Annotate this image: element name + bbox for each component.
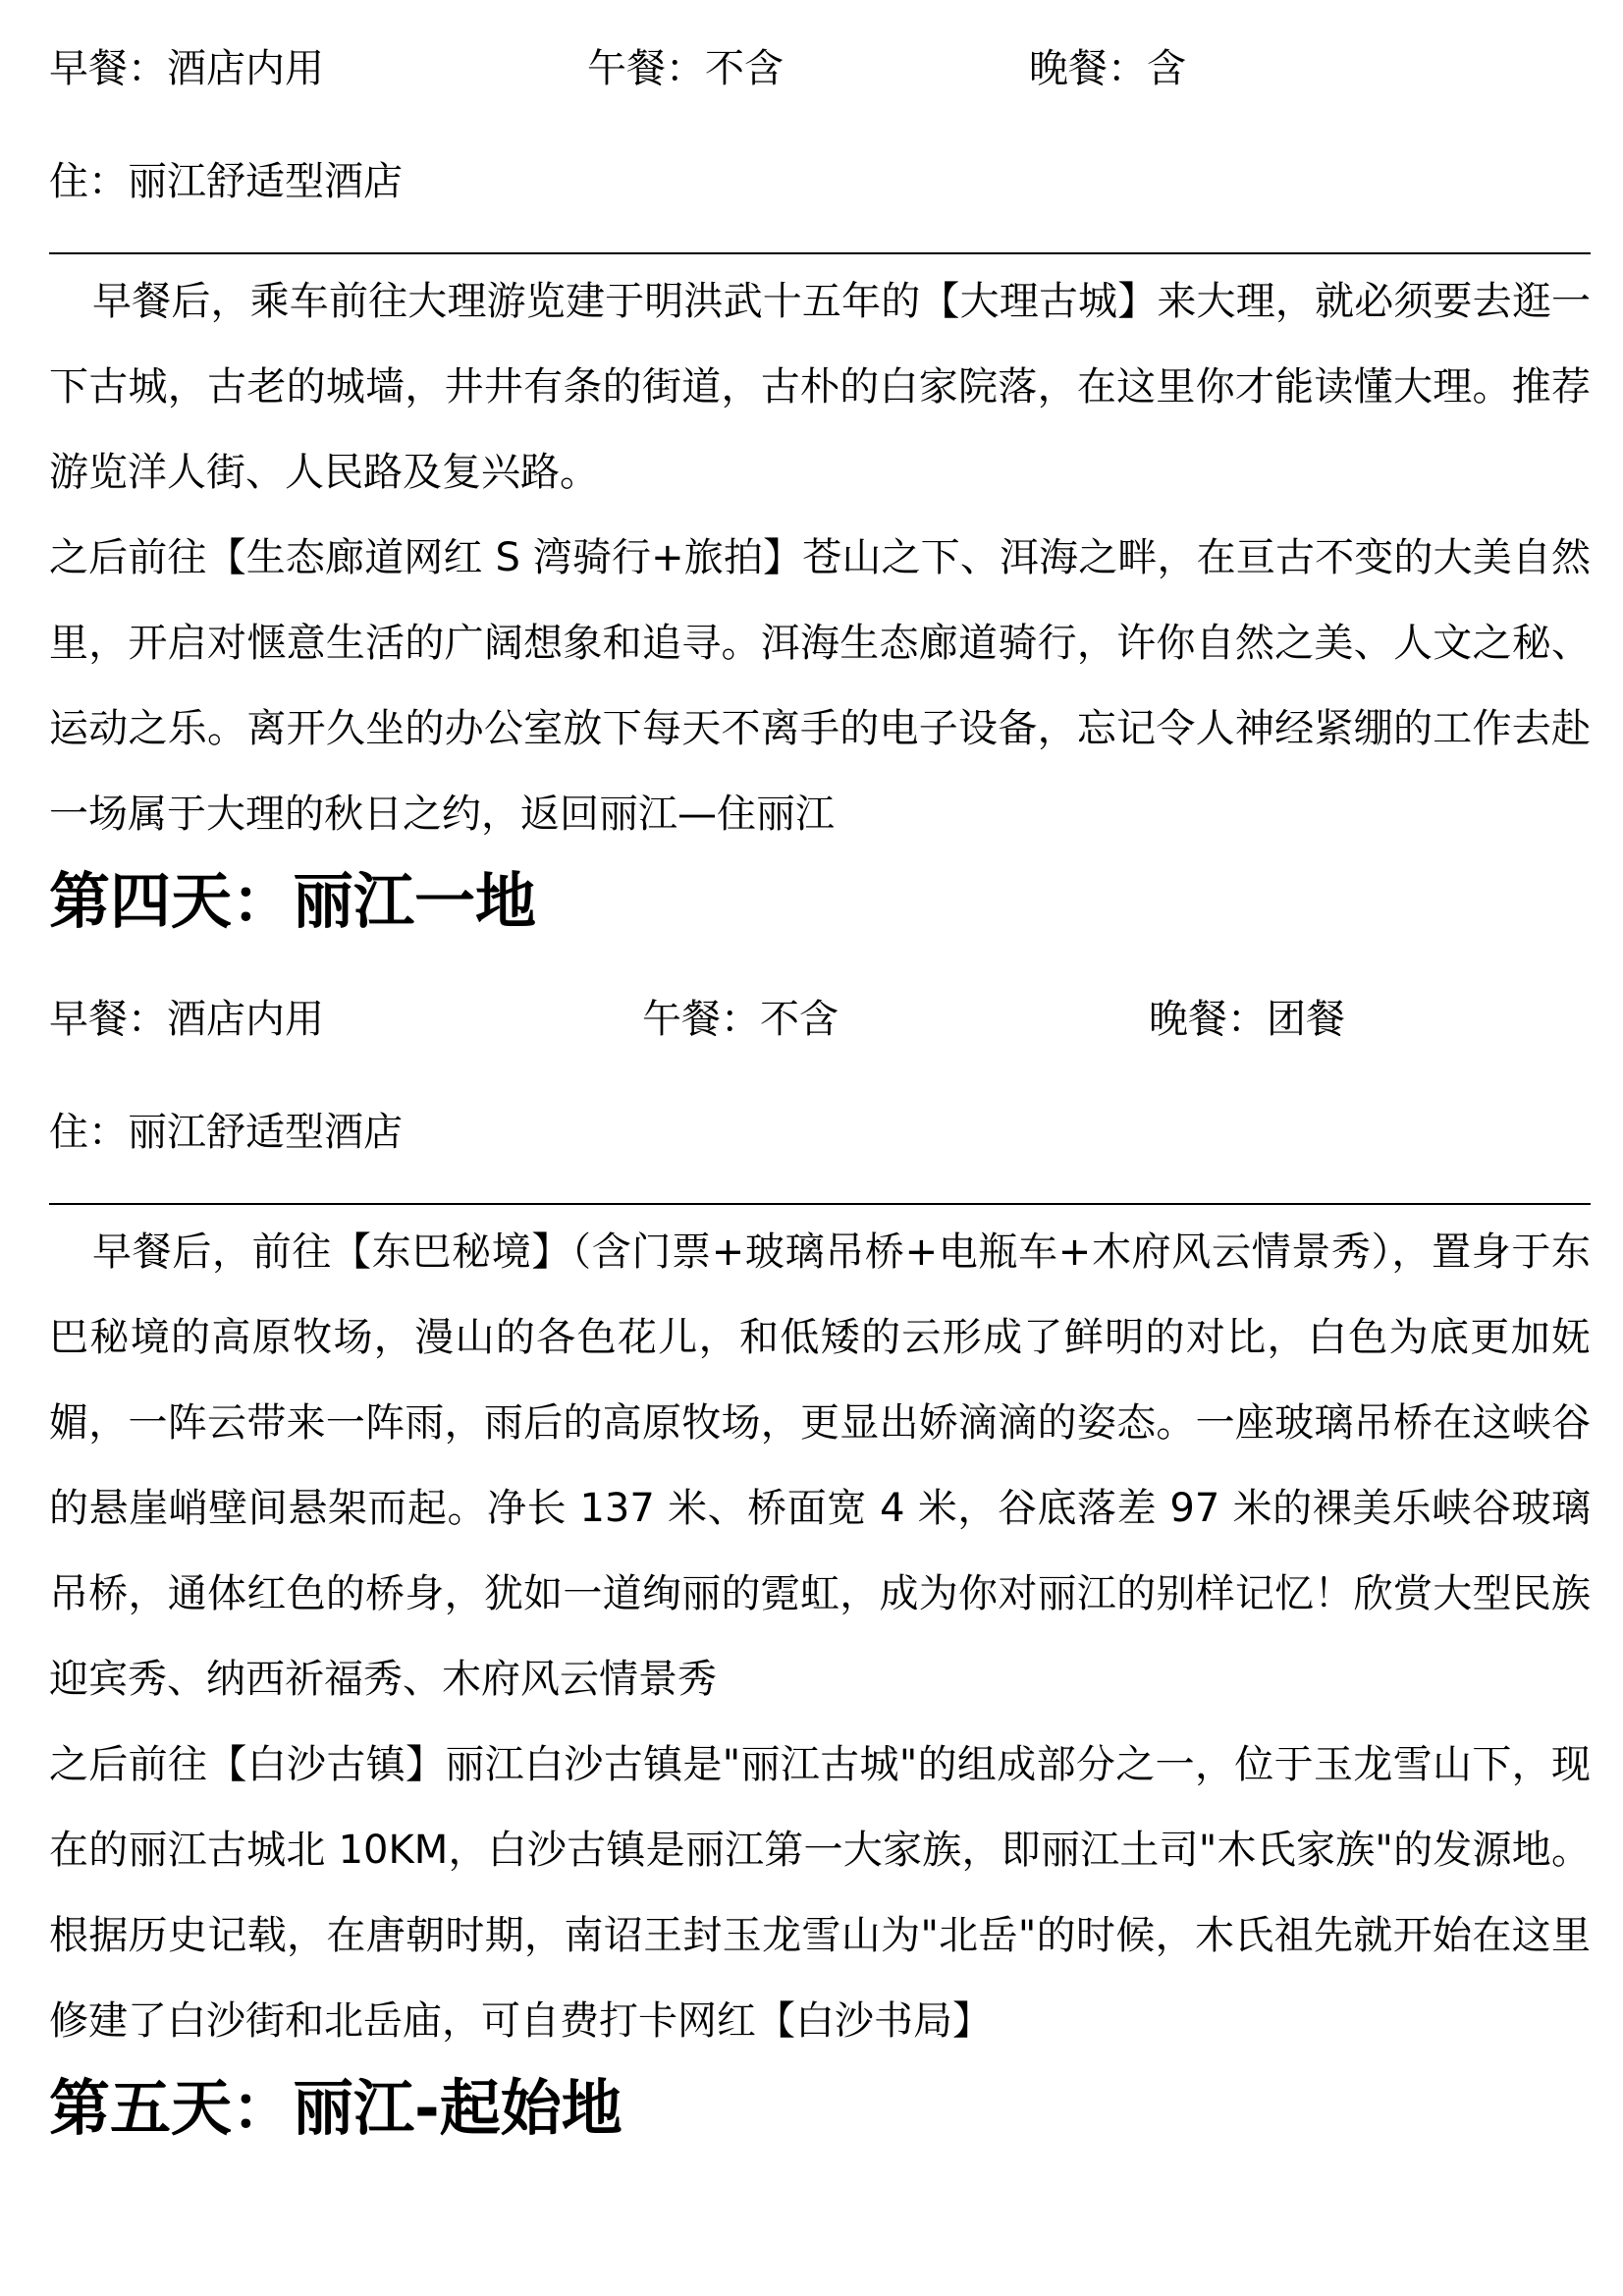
day3-meals-row <box>49 39 1591 98</box>
day3-lunch: 午餐：不含 <box>587 46 784 91</box>
day3-lodging: 住：丽江舒适型酒店 <box>49 159 403 204</box>
itinerary-page <box>49 0 1591 2153</box>
day4-paragraph-1: 早餐后，前往【东巴秘境】（含门票+玻璃吊桥+电瓶车+木府风云情景秀），置身于东巴秘境的高原牧场，漫山的各色花儿，和低矮的云形成了鲜明的对比，白色为底更加妩媚，一阵云带来一阵雨，雨后的高原牧场，更显出娇滴滴的姿态。一座玻璃吊桥在这峡谷的悬崖峭壁间悬架而起。净长 137 米、桥面宽 4 米，谷底落差 97 米的裸美乐峡谷玻璃吊桥，通体红色的桥身，犹如一道绚丽的霓虹，成为你对丽江的别样记忆！欣赏大型民族迎宾秀、纳西祈福秀、木府风云情景秀 <box>49 1230 1591 1702</box>
day4-breakfast: 早餐：酒店内用 <box>49 997 324 1042</box>
day4-lodging: 住：丽江舒适型酒店 <box>49 1110 403 1155</box>
day5-title: 第五天：丽江-起始地 <box>49 2072 622 2144</box>
day3-breakfast: 早餐：酒店内用 <box>49 46 324 91</box>
day3-paragraph-2: 之后前往【生态廊道网红 S 湾骑行+旅拍】苍山之下、洱海之畔，在亘古不变的大美自然里，开启对惬意生活的广阔想象和追寻。洱海生态廊道骑行，许你自然之美、人文之秘、运动之乐。离开久坐的办公室放下每天不离手的电子设备，忘记令人神经紧绷的工作去赴一场属于大理的秋日之约，返回丽江—住丽江 <box>49 535 1591 837</box>
day4-meals-row <box>49 990 1591 1049</box>
day4-divider <box>49 1203 1591 1205</box>
day3-paragraph-1: 早餐后，乘车前往大理游览建于明洪武十五年的【大理古城】来大理，就必须要去逛一下古城，古老的城墙，井井有条的街道，古朴的白家院落，在这里你才能读懂大理。推荐游览洋人街、人民路及复兴路。 <box>49 279 1591 495</box>
day3-divider <box>49 252 1591 254</box>
day4-paragraph-2: 之后前往【白沙古镇】丽江白沙古镇是"丽江古城"的组成部分之一，位于玉龙雪山下，现在的丽江古城北 10KM，白沙古镇是丽江第一大家族，即丽江土司"木氏家族"的发源地。根据历史记载，在唐朝时期，南诏王封玉龙雪山为"北岳"的时候，木氏祖先就开始在这里修建了白沙街和北岳庙，可自费打卡网红【白沙书局】 <box>49 1742 1591 2044</box>
day3-dinner: 晚餐：含 <box>1029 46 1186 91</box>
day4-title: 第四天：丽江一地 <box>49 865 537 937</box>
day4-dinner: 晚餐：团餐 <box>1149 997 1345 1042</box>
day4-lunch: 午餐：不含 <box>642 997 839 1042</box>
